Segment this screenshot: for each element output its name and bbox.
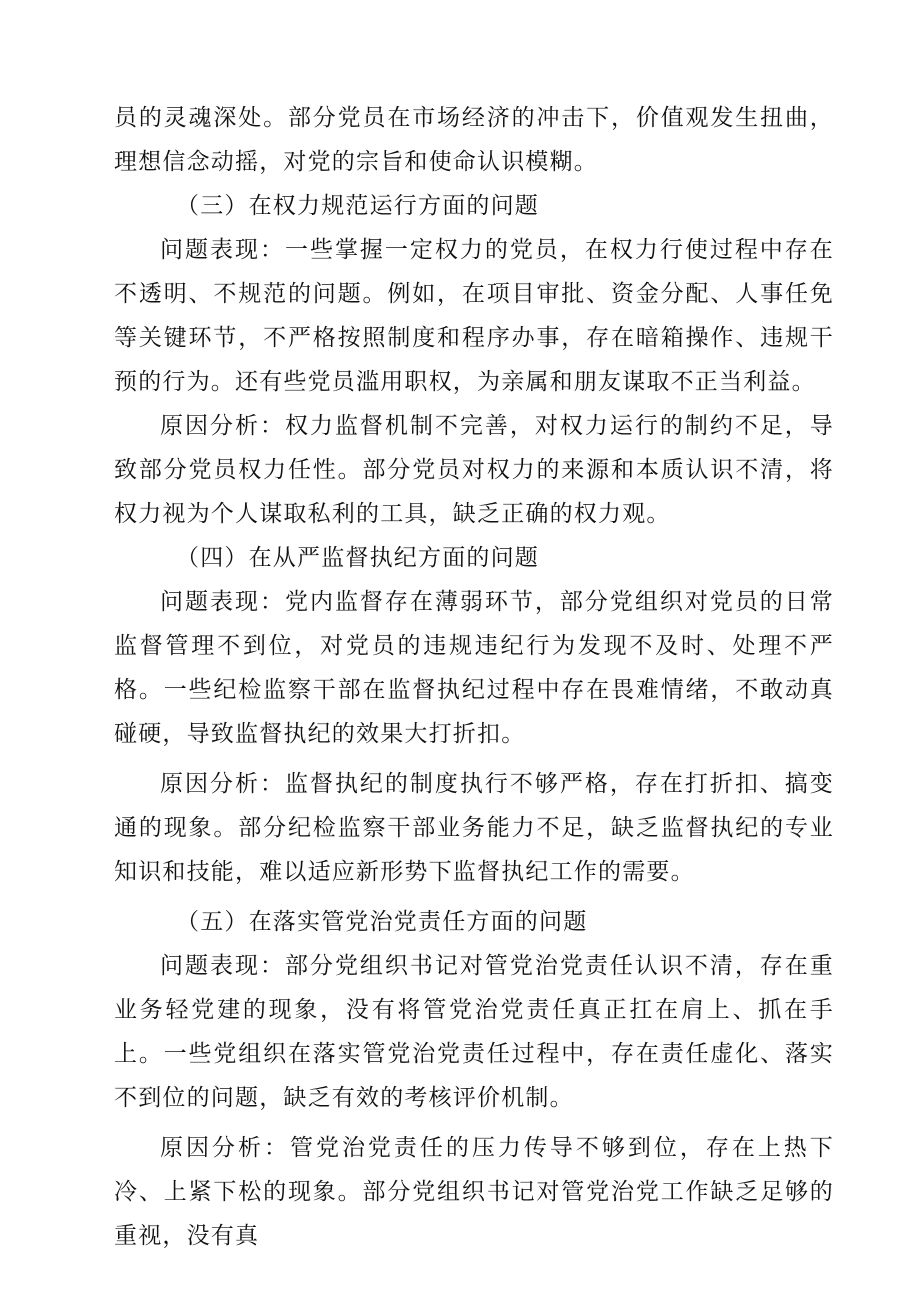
section-heading-5: （五）在落实管党治党责任方面的问题 bbox=[176, 909, 588, 935]
section-heading-3: （三）在权力规范运行方面的问题 bbox=[176, 193, 539, 219]
section-5-cause-paragraph: 原因分析：管党治党责任的压力传导不够到位，存在上热下冷、上紧下松的现象。部分党组织书记对管党治党工作缺乏足够的重视，没有真 bbox=[114, 1135, 834, 1249]
section-3-problem-paragraph: 问题表现：一些掌握一定权力的党员，在权力行使过程中存在不透明、不规范的问题。例如，在项目审批、资金分配、人事任免等关键环节，不严格按照制度和程序办事，存在暗箱操作、违规干预的行为。还有些党员滥用职权，为亲属和朋友谋取不正当利益。 bbox=[114, 237, 834, 395]
continuation-paragraph: 员的灵魂深处。部分党员在市场经济的冲击下，价值观发生扭曲，理想信念动摇，对党的宗旨和使命认识模糊。 bbox=[114, 105, 834, 175]
section-5-problem-paragraph: 问题表现：部分党组织书记对管党治党责任认识不清，存在重业务轻党建的现象，没有将管党治党责任真正扛在肩上、抓在手上。一些党组织在落实管党治党责任过程中，存在责任虚化、落实不到位的问题，缺乏有效的考核评价机制。 bbox=[114, 953, 834, 1111]
section-4-cause-paragraph: 原因分析：监督执纪的制度执行不够严格，存在打折扣、搞变通的现象。部分纪检监察干部业务能力不足，缺乏监督执纪的专业知识和技能，难以适应新形势下监督执纪工作的需要。 bbox=[114, 771, 834, 885]
section-4-problem-paragraph: 问题表现：党内监督存在薄弱环节，部分党组织对党员的日常监督管理不到位，对党员的违规违纪行为发现不及时、处理不严格。一些纪检监察干部在监督执纪过程中存在畏难情绪，不敢动真碰硬，导致监督执纪的效果大打折扣。 bbox=[114, 589, 834, 747]
section-heading-4: （四）在从严监督执纪方面的问题 bbox=[176, 545, 539, 571]
document-body bbox=[114, 96, 834, 1258]
section-3-cause-paragraph: 原因分析：权力监督机制不完善，对权力运行的制约不足，导致部分党员权力任性。部分党员对权力的来源和本质认识不清，将权力视为个人谋取私利的工具，缺乏正确的权力观。 bbox=[114, 413, 834, 527]
